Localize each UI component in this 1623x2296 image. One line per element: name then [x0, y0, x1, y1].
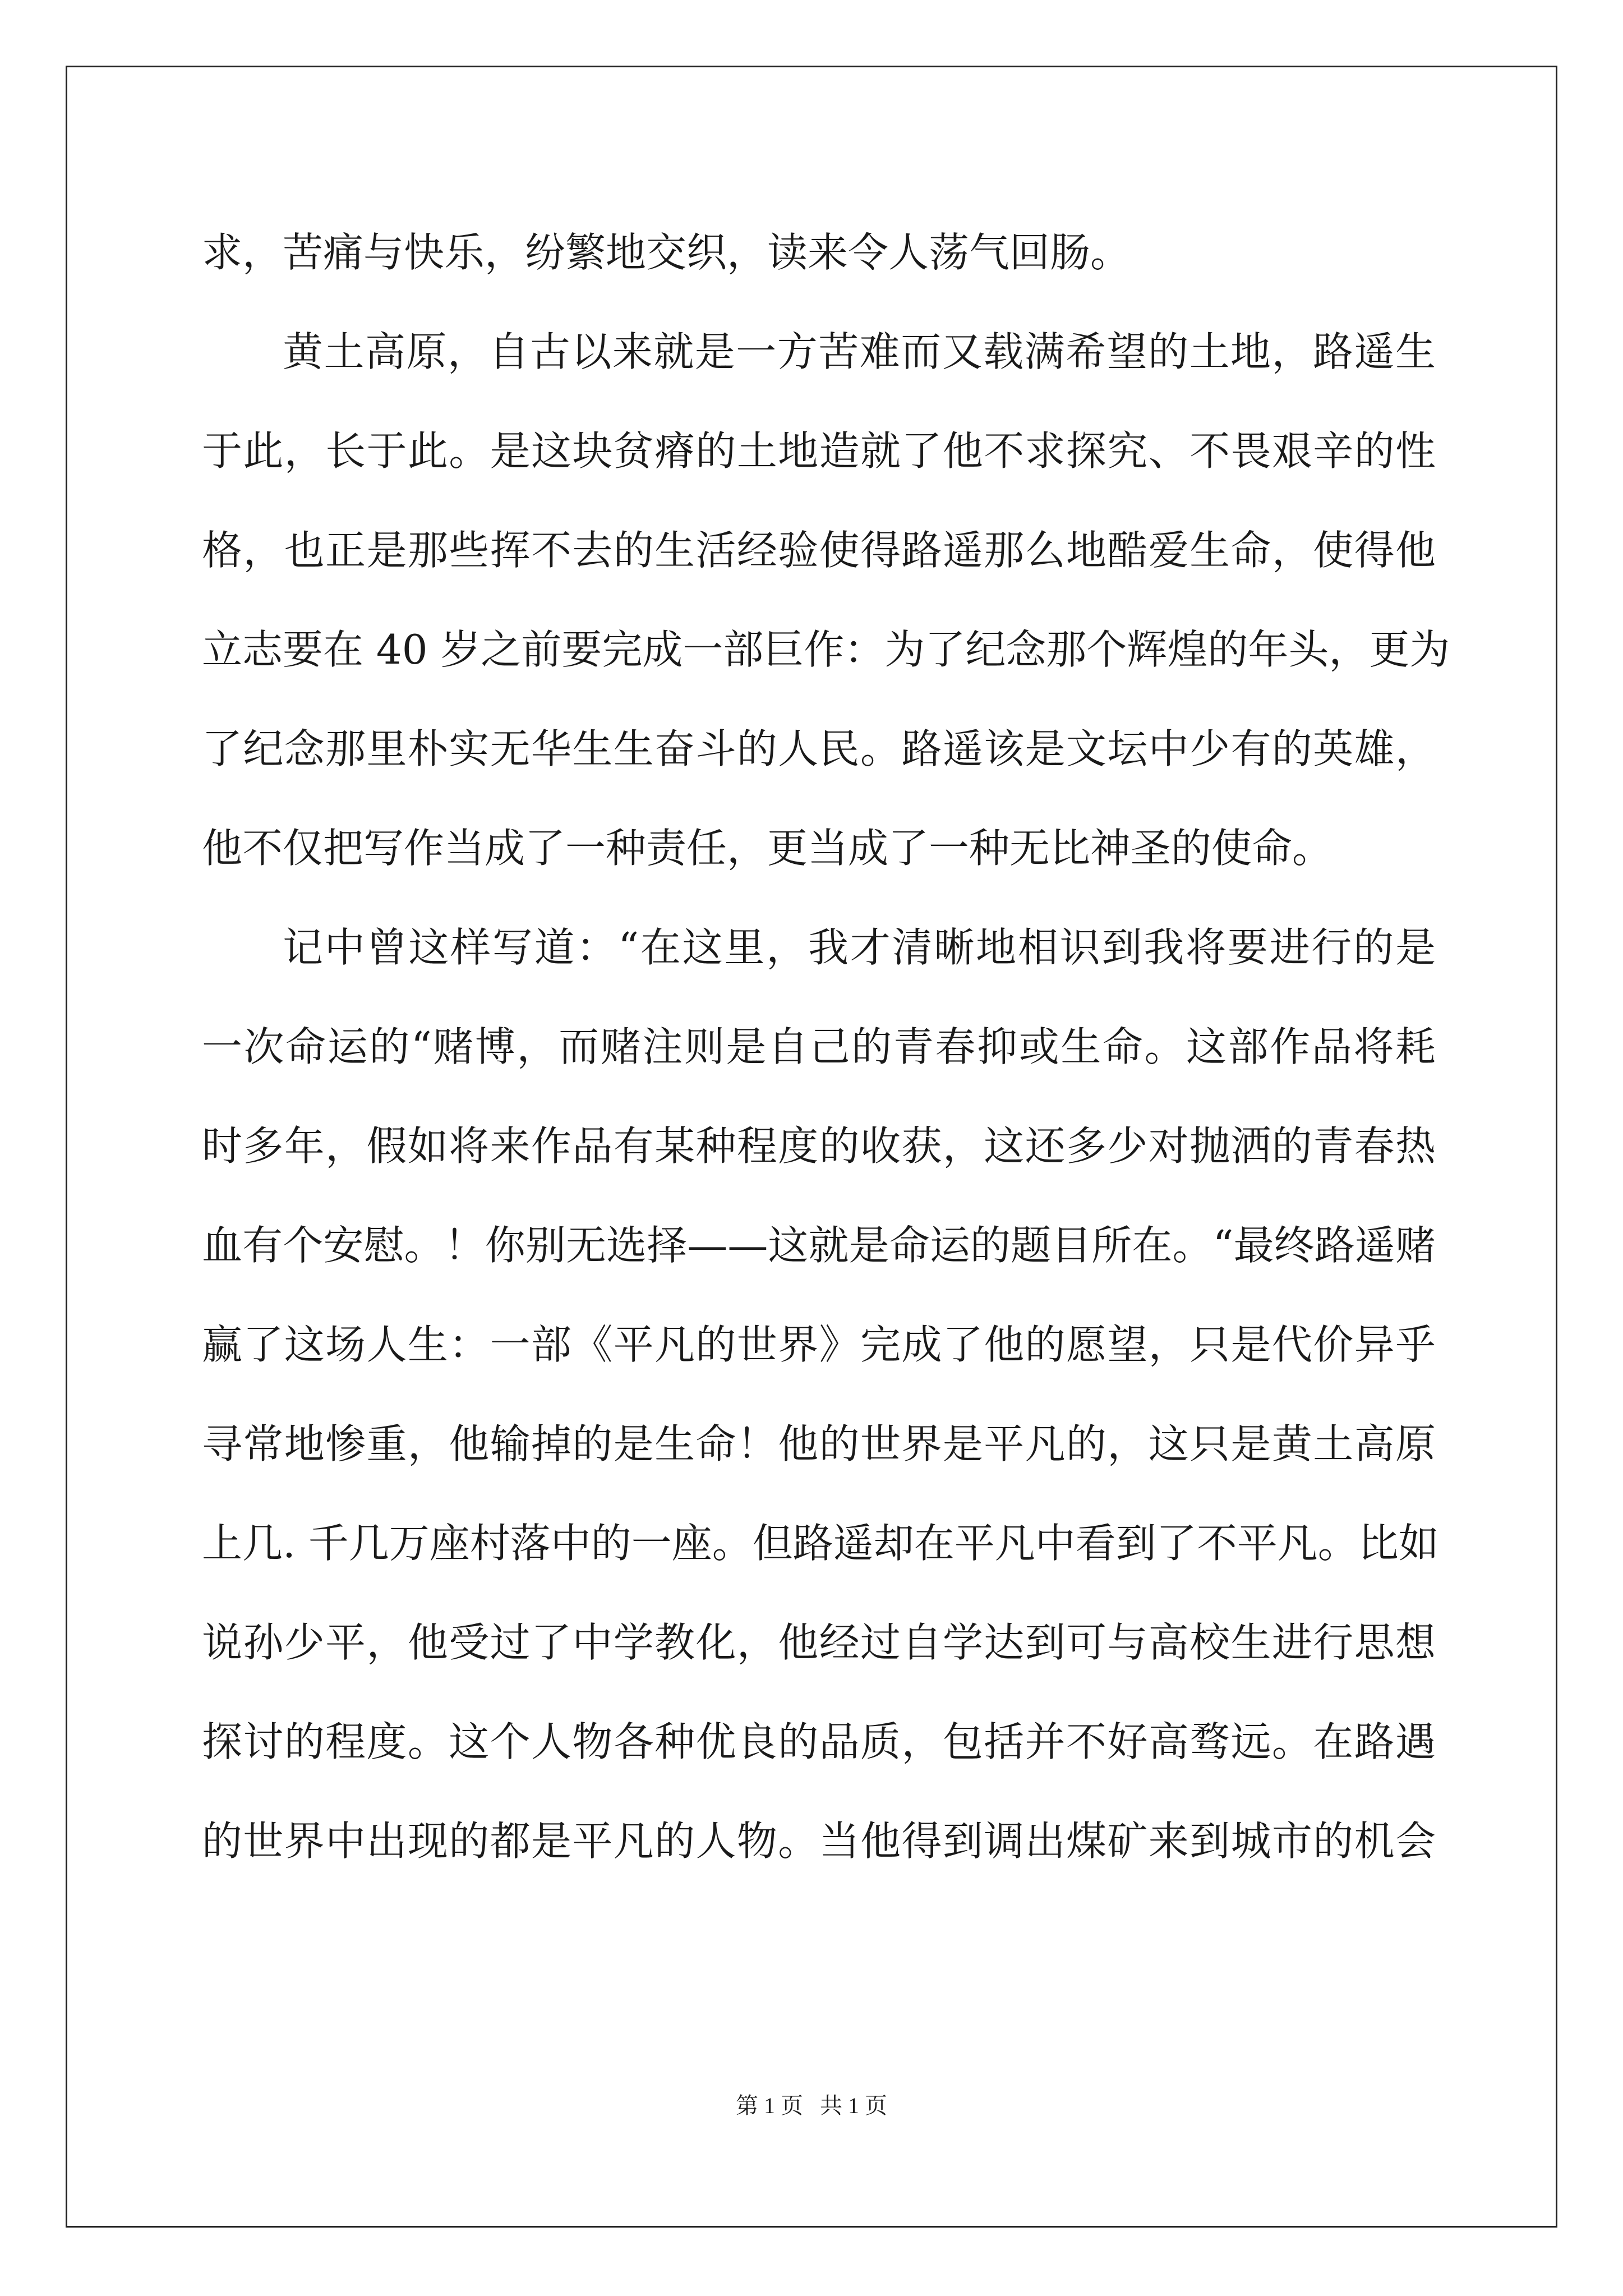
text-line: 时多年，假如将来作品有某种程度的收获，这还多少对抛洒的青春热: [202, 1122, 1436, 1170]
text-line: 了纪念那里朴实无华生生奋斗的人民。路遥该是文坛中少有的英雄，: [202, 725, 1436, 772]
text-line: 求，苦痛与快乐，纷繁地交织，读来令人荡气回肠。: [202, 229, 1131, 276]
text-line: 一次命运的“赌博，而赌注则是自己的青春抑或生命。这部作品将耗: [202, 1023, 1436, 1070]
text-line: 立志要在 40 岁之前要完成一部巨作：为了纪念那个辉煌的年头，更为: [202, 626, 1450, 673]
page-footer: 第 1 页 共 1 页: [736, 2093, 887, 2118]
text-line: 于此，长于此。是这块贫瘠的土地造就了他不求探究、不畏艰辛的性: [202, 427, 1436, 475]
paragraph-first-line: 黄土高原，自古以来就是一方苦难而又载满希望的土地，路遥生: [283, 328, 1436, 375]
text-line: 的世界中出现的都是平凡的人物。当他得到调出煤矿来到城市的机会: [202, 1818, 1436, 1865]
text-line: 赢了这场人生：一部《平凡的世界》完成了他的愿望，只是代价异乎: [202, 1321, 1436, 1368]
text-line: 探讨的程度。这个人物各种优良的品质，包括并不好高骛远。在路遇: [202, 1718, 1436, 1765]
paragraph-first-line: 记中曾这样写道：“在这里，我才清晰地相识到我将要进行的是: [283, 924, 1436, 971]
text-line: 血有个安慰。！你别无选择——这就是命运的题目所在。“最终路遥赌: [202, 1222, 1436, 1269]
text-line: 寻常地惨重，他输掉的是生命！他的世界是平凡的，这只是黄土高原: [202, 1420, 1436, 1467]
text-line: 上几. 千几万座村落中的一座。但路遥却在平凡中看到了不平凡。比如: [202, 1520, 1439, 1567]
text-line: 格，也正是那些挥不去的生活经验使得路遥那么地酷爱生命，使得他: [202, 527, 1436, 574]
text-line: 说孙少平，他受过了中学教化，他经过自学达到可与高校生进行思想: [202, 1619, 1436, 1666]
text-line: 他不仅把写作当成了一种责任，更当成了一种无比神圣的使命。: [202, 825, 1333, 872]
